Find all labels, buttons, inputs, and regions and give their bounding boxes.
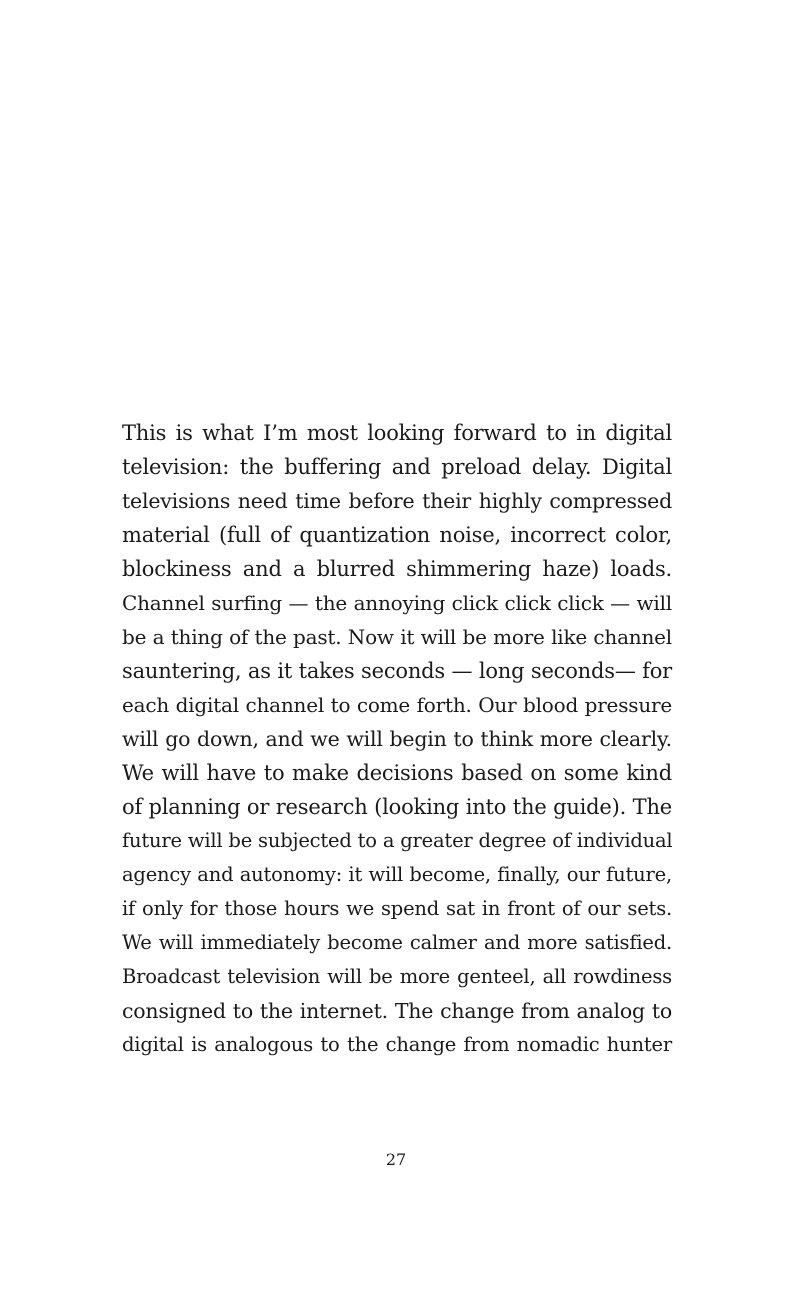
text-line: sauntering, as it takes seconds — long seconds— for <box>122 659 672 683</box>
text-line: digital is analogous to the change from nomadic hunter <box>122 1033 672 1056</box>
text-line: future will be subjected to a greater degree of individual <box>122 829 673 852</box>
text-line: We will have to make decisions based on some kind <box>122 761 672 785</box>
text-line: blockiness and a blurred shimmering haze) loads. <box>122 557 672 581</box>
text-line: Channel surfing — the annoying click click click — will <box>122 591 672 615</box>
text-line: consigned to the internet. The change from analog to <box>122 999 672 1023</box>
text-line: We will immediately become calmer and more satisfied. <box>122 931 672 954</box>
text-line: of planning or research (looking into the guide). The <box>122 795 672 819</box>
text-line: television: the buffering and preload delay. Digital <box>122 455 672 479</box>
body-paragraph <box>122 416 672 1062</box>
text-line: will go down, and we will begin to think more clearly. <box>122 727 672 751</box>
text-line: Broadcast television will be more genteel, all rowdiness <box>122 965 672 988</box>
text-line: be a thing of the past. Now it will be more like channel <box>122 625 672 649</box>
text-line: This is what I’m most looking forward to in digital <box>122 421 672 445</box>
text-line: if only for those hours we spend sat in front of our sets. <box>122 897 672 920</box>
text-line: agency and autonomy: it will become, finally, our future, <box>122 863 672 886</box>
page-number: 27 <box>385 1150 407 1169</box>
text-line: each digital channel to come forth. Our blood pressure <box>122 693 672 717</box>
text-line: televisions need time before their highly compressed <box>122 489 672 513</box>
text-line: material (full of quantization noise, incorrect color, <box>122 523 672 547</box>
